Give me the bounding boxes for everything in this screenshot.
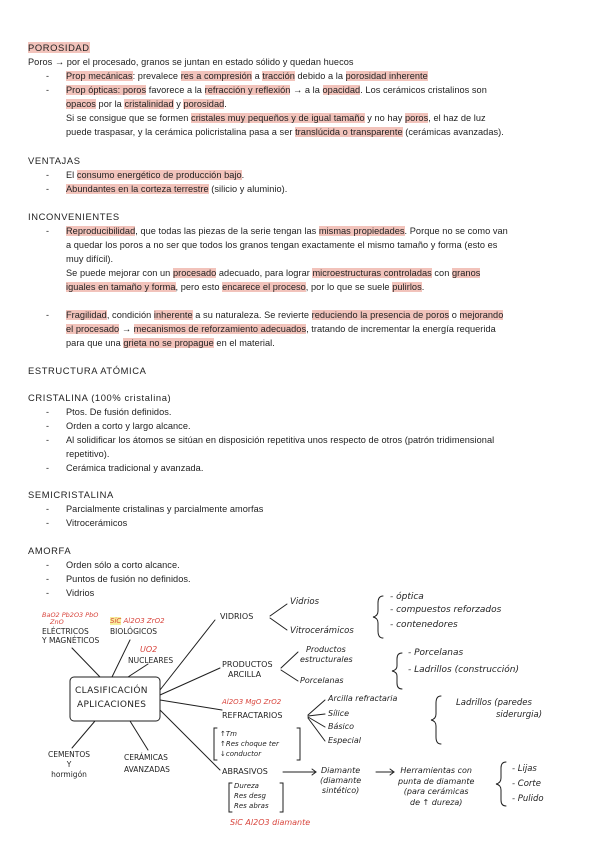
vidrios-prop: - compuestos reforzados [390,605,502,615]
bullet-dash: - [46,310,49,320]
heading-porosidad: POROSIDAD [28,42,90,53]
refractarios-props: ↑Tm ↑Res choque ter ↓conductor [220,730,279,758]
vidrios-sub: Vitrocerámicos [290,626,354,636]
amorfa-item: Orden sólo a corto alcance. [66,560,180,570]
refractarios-sub: Sílice [328,709,350,718]
refractarios-sub: Especial [328,736,361,745]
bullet-dash: - [46,85,49,95]
arcilla-sub: Porcelanas [300,676,344,685]
bullet-dash: - [46,421,49,431]
heading-inconvenientes: INCONVENIENTES [28,211,120,222]
cementos-label: CEMENTOS Y hormigón [48,750,91,779]
porosidad-item-opticas-cont2: Si se consigue que se formen cristales muy pequeños y de igual tamaño y no hay poros, el haz de luz [66,113,486,123]
bullet-dash: - [46,574,49,584]
inconvenientes-mejora-cont: iguales en tamaño y forma, pero esto encarece el proceso, por lo que se suele pulirlos. [66,282,425,292]
arcilla-prop: - Porcelanas [408,648,464,658]
heading-semicristalina: SEMICRISTALINA [28,489,114,500]
nucleares-label: NUCLEARES [128,656,174,665]
bullet-dash: - [46,170,49,180]
cristalina-item: Al solidificar los átomos se sitúan en disposición repetitiva unos respecto de otros (patrón tridimensional [66,435,495,445]
amorfa-item: Vidrios [66,588,95,598]
inconvenientes-fragilidad-cont2: para que una grieta no se propague en el material. [66,338,275,348]
bullet-dash: - [46,407,49,417]
refractarios-sub: Arcilla refractaria [328,694,398,703]
vidrios-prop: - óptica [390,592,424,602]
biologicos-chem: SiC Al2O3 ZrO2 [110,617,165,625]
bullet-dash: - [46,504,49,514]
bullet-dash: - [46,588,49,598]
cristalina-item: Cerámica tradicional y avanzada. [66,463,204,473]
heading-amorfa: AMORFA [28,545,72,556]
abrasivos-props: Dureza Res desg Res abras [234,782,269,810]
amorfa-item: Puntos de fusión no definidos. [66,574,191,584]
vidrios-sub: Vidrios [290,597,320,607]
arcilla-label: PRODUCTOS ARCILLA [222,660,273,679]
nucleares-chem: UO2 [140,645,158,654]
inconvenientes-reproducibilidad: Reproducibilidad, que todas las piezas de la serie tengan las mismas propiedades. Porque no se como van [66,226,508,236]
bullet-dash: - [46,560,49,570]
refractarios-sub: Básico [328,722,355,731]
bullet-dash: - [46,71,49,81]
semi-item: Parcialmente cristalinas y parcialmente amorfas [66,504,264,514]
arcilla-sub: Productos estructurales [300,645,353,664]
inconvenientes-reproducibilidad-cont2: muy difícil). [66,254,114,264]
center-node: CLASIFICACIÓN APLICACIONES [75,686,148,710]
heading-ventajas: VENTAJAS [28,155,81,166]
refractarios-chem: Al2O3 MgO ZrO2 [222,698,282,706]
refractarios-use: Ladrillos (paredes siderurgia) [456,698,543,720]
bullet-dash: - [46,435,49,445]
inconvenientes-fragilidad-cont: el procesado → mecanismos de reforzamiento adecuados, tratando de incrementar la energía requerida [66,324,496,334]
inconvenientes-fragilidad: Fragilidad, condición inherente a su naturaleza. Se revierte reduciendo la presencia de poros o mejorando [66,310,504,320]
herramientas-node: Herramientas con punta de diamante (para cerámicas de ↑ dureza) [398,766,475,807]
ventajas-item-consumo: El consumo energético de producción bajo. [66,170,245,180]
herramientas-uses: - Lijas - Corte - Pulido [512,764,544,804]
cristalina-item-cont: repetitivo). [66,449,110,459]
bullet-dash: - [46,184,49,194]
porosidad-item-opticas-cont3: puede traspasar, y la cerámica policristalina pasa a ser translúcida o transparente (cerámicas avanzadas). [66,127,504,137]
vidrios-prop: - contenedores [390,620,458,630]
avanzadas-label: CERÁMICAS AVANZADAS [124,753,170,774]
electricos-label: ELÉCTRICOS Y MAGNÉTICOS [42,627,100,645]
bullet-dash: - [46,518,49,528]
vidrios-label: VIDRIOS [220,612,254,621]
porosidad-item-mecanicas: Prop mecánicas: prevalece res a compresión a tracción debido a la porosidad inherente [66,71,428,81]
diamante-node: Diamante (diamante sintético) [320,766,362,795]
bullet-dash: - [46,226,49,236]
electricos-chem: BaO2 Pb2O3 PbO ZnO [42,611,99,626]
semi-item: Vitrocerámicos [66,518,128,528]
heading-estructura: ESTRUCTURA ATÓMICA [28,365,147,376]
porosidad-item-opticas-cont: opacos por la cristalinidad y porosidad. [66,99,227,109]
biologicos-label: BIOLÓGICOS [110,627,157,636]
bullet-dash: - [46,463,49,473]
porosidad-item-opticas: Prop ópticas: poros favorece a la refracción y reflexión → a la opacidad. Los cerámicos cristalinos son [66,85,487,95]
ventajas-item-abundantes: Abundantes en la corteza terrestre (silicio y aluminio). [66,184,288,194]
porosidad-intro: Poros → por el procesado, granos se juntan en estado sólido y quedan huecos [28,57,354,67]
arcilla-prop: - Ladrillos (construcción) [408,665,520,675]
abrasivos-label: ABRASIVOS [222,767,268,776]
refractarios-label: REFRACTARIOS [222,711,283,720]
heading-cristalina: CRISTALINA (100% cristalina) [28,392,172,403]
cristalina-item: Ptos. De fusión definidos. [66,407,172,417]
abrasivos-chem: SiC Al2O3 diamante [230,818,311,827]
cristalina-item: Orden a corto y largo alcance. [66,421,191,431]
inconvenientes-mejora: Se puede mejorar con un procesado adecuado, para lograr microestructuras controladas con granos [66,268,481,278]
inconvenientes-reproducibilidad-cont: a quedar los poros a no ser que todos los granos tengan exactamente el mismo tamaño y forma (esto es [66,240,498,250]
